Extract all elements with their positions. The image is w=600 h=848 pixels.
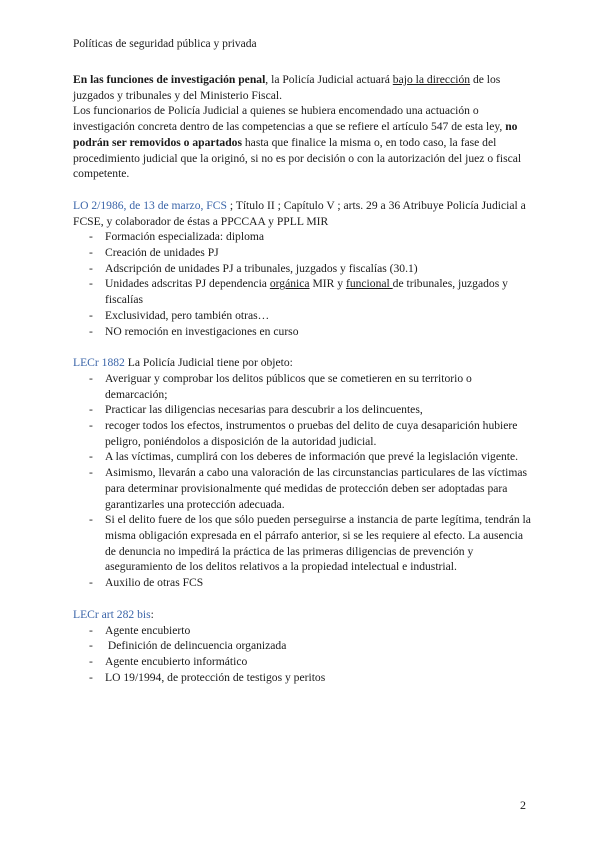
list-item: - A las víctimas, cumplirá con los deberes de información que prevé la legislación vigente. xyxy=(89,450,519,464)
bullet-dash: - xyxy=(89,371,93,385)
section-lecr-list xyxy=(73,371,533,591)
underlined-phrase: funcional xyxy=(345,277,393,291)
section-lo-list xyxy=(73,229,533,339)
page-number: 2 xyxy=(520,798,526,812)
bullet-dash: - xyxy=(89,419,93,433)
section-lecr-heading: LECr 1882 La Policía Judicial tiene por objeto: xyxy=(73,356,293,370)
bullet-dash: - xyxy=(89,246,93,260)
list-item: - Formación especializada: diploma xyxy=(89,230,265,244)
law-reference-link: LECr 1882 xyxy=(73,356,125,370)
bullet-dash: - xyxy=(89,261,93,275)
list-item: - Unidades adscritas PJ dependencia orgánica MIR y funcional de tribunales, juzgados y fiscalías xyxy=(89,277,508,307)
bullet-dash: - xyxy=(89,230,93,244)
list-item: - Si el delito fuere de los que sólo pueden perseguirse a instancia de parte legítima, tendrán la misma obligación expresada en el párrafo anterior, si se les requiere al efecto. La ausencia de denuncia no impedirá la práctica de las primeras diligencias de prevención y aseguramiento de los delitos relativos a la propiedad intelectual e industrial. xyxy=(89,513,531,574)
bullet-dash: - xyxy=(89,654,93,668)
bullet-dash: - xyxy=(89,576,93,590)
list-item: - Creación de unidades PJ xyxy=(89,246,219,260)
list-item: - Agente encubierto informático xyxy=(89,654,248,668)
bold-phrase: no podrán ser removidos o apartados xyxy=(73,120,518,149)
law-reference-link: LECr art 282 bis xyxy=(73,607,151,621)
document-body xyxy=(73,72,533,685)
bullet-dash: - xyxy=(89,324,93,338)
section-282-list xyxy=(73,623,533,686)
page-header: Políticas de seguridad pública y privada xyxy=(73,38,257,50)
bullet-dash: - xyxy=(89,450,93,464)
bullet-dash: - xyxy=(89,308,93,322)
underlined-phrase: orgánica xyxy=(269,277,310,291)
list-item: - Averiguar y comprobar los delitos públicos que se cometieren en su territorio o demarcación; xyxy=(89,371,472,401)
bullet-dash: - xyxy=(89,277,93,291)
list-item: - Adscripción de unidades PJ a tribunales, juzgados y fiscalías (30.1) xyxy=(89,261,418,275)
list-item: - Agente encubierto xyxy=(89,623,191,637)
bold-phrase: En las funciones de investigación penal xyxy=(73,73,266,86)
list-item: - NO remoción en investigaciones en curso xyxy=(89,324,299,338)
bullet-dash: - xyxy=(89,639,93,653)
bullet-dash: - xyxy=(89,403,93,417)
list-item: - LO 19/1994, de protección de testigos y peritos xyxy=(89,670,326,684)
section-282-heading: LECr art 282 bis: xyxy=(73,607,154,621)
bullet-dash: - xyxy=(89,670,93,684)
bullet-dash: - xyxy=(89,466,93,480)
law-reference-link: LO 2/1986, de 13 de marzo, FCS xyxy=(73,198,227,212)
list-item: - Exclusividad, pero también otras… xyxy=(89,308,270,322)
paragraph-intro-2: Los funcionarios de Policía Judicial a quienes se hubiera encomendado una actuación o investigación concreta dentro de las competencias a que se refiere el artículo 547 de esta ley, no podrán ser removidos o apartados hasta que finalice la misma o, en todo caso, la fase del procedimiento judicial que la originó, si no es por decisión o con la autorización del juez o fiscal competente. xyxy=(73,104,522,181)
list-item: - Asimismo, llevarán a cabo una valoración de las circunstancias particulares de las víctimas para determinar provisionalmente qué medidas de protección deben ser adoptadas para garantizarles una protección adecuada. xyxy=(89,466,528,511)
list-item: - recoger todos los efectos, instrumentos o pruebas del delito de cuya desaparición hubiere peligro, poniéndolos a disposición de la autoridad judicial. xyxy=(89,419,518,448)
paragraph-intro-1: En las funciones de investigación penal, la Policía Judicial actuará bajo la dirección de los juzgados y tribunales y del Ministerio Fiscal. xyxy=(73,73,501,102)
bullet-dash: - xyxy=(89,623,93,637)
section-lo-heading: LO 2/1986, de 13 de marzo, FCS ; Título II ; Capítulo V ; arts. 29 a 36 Atribuye Policía Judicial a FCSE, y colaborador de éstas a PPCCAA y PPLL MIR xyxy=(73,198,526,228)
bullet-dash: - xyxy=(89,513,93,527)
list-item: - Definición de delincuencia organizada xyxy=(89,639,287,653)
list-item: - Practicar las diligencias necesarias para descubrir a los delincuentes, xyxy=(89,403,423,417)
underlined-phrase: bajo la dirección xyxy=(392,73,471,86)
list-item: - Auxilio de otras FCS xyxy=(89,576,204,590)
